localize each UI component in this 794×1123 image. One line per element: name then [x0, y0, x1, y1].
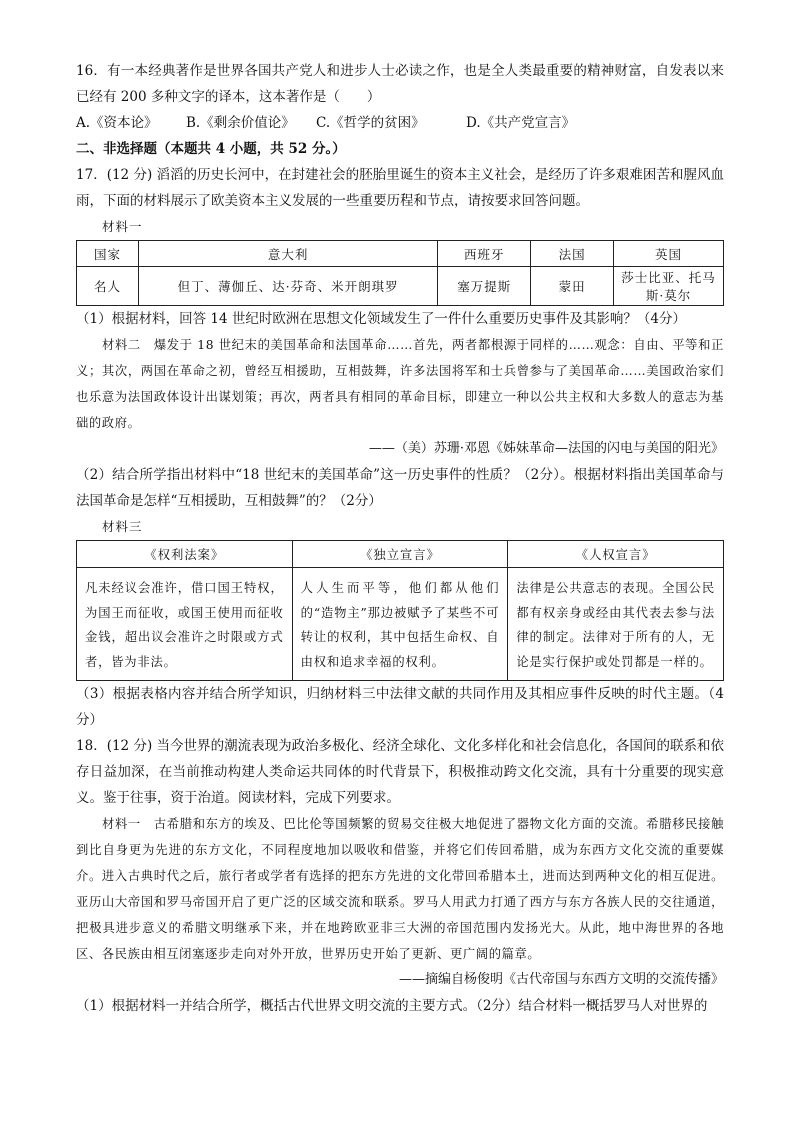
table-cell: 法律是公共意志的表现。全国公民都有权亲身或经由其代表去参与法律的制定。法律对于所有的人，无论是实行保护或处罚都是一样的。	[508, 568, 724, 681]
question-18-sub-1: （1）根据材料一并结合所学，概括古代世界文明交流的主要方式。（2分）结合材料一概括罗马人对世界的	[76, 998, 708, 1014]
documents-table	[76, 540, 724, 681]
material-3-label: 材料三	[102, 519, 143, 534]
table-cell: 名人	[77, 267, 139, 306]
option-b: B.《剩余价值论》	[186, 115, 295, 131]
question-18-intro: 18．(12 分) 当今世界的潮流表现为政治多极化、经济全球化、文化多样化和社会信息化，各国间的联系和依存日益加深，在当前推动构建人类命运共同体的时代背景下，积极推动跨文化交流，具有十分重要的现实意义。鉴于往事，资于治道。阅读材料，完成下列要求。	[76, 738, 724, 806]
table-row	[77, 568, 724, 681]
exam-page	[76, 58, 724, 1019]
table-header-row	[77, 241, 724, 267]
material-1: 材料一 古希腊和东方的埃及、巴比伦等国频繁的贸易交往极大地促进了器物文化方面的交流。希腊移民接触到比自身更为先进的东方文化，不同程度地加以吸收和借鉴，并将它们传回希腊，成为东西方文化交流的重要媒介。进入古典时代之后，旅行者或学者有选择的把东方先进的文化带回希腊本土，进而达到两种文化的相互促进。亚历山大帝国和罗马帝国开启了更广泛的区域交流和联系。罗马人用武力打通了西方与东方各族人民的交往通道，把极具进步意义的希腊文明继承下来，并在地跨欧亚非三大洲的帝国范围内发扬光大。从此，地中海世界的各地区、各民族由相互闭塞逐步走向对外开放，世界历史开始了更新、更广阔的篇章。	[76, 817, 724, 961]
table-cell: 《权利法案》	[77, 541, 293, 568]
question-16-options	[76, 110, 724, 136]
table-cell: 凡未经议会准许，借口国王特权，为国王而征收，或国王使用而征收金钱，超出议会准许之时限或方式者，皆为非法。	[77, 568, 293, 681]
table-cell: 蒙田	[531, 267, 614, 306]
question-17-sub-1: （1）根据材料，回答 14 世纪时欧洲在思想文化领域发生了一件什么重要历史事件及其影响？（4分）	[76, 311, 686, 327]
table-cell: 法国	[531, 241, 614, 267]
table-header-row	[77, 541, 724, 568]
table-cell: 人人生而平等，他们都从他们的“造物主”那边被赋予了某些不可转让的权利，其中包括生命权、自由权和追求幸福的权利。	[292, 568, 508, 681]
option-c: C.《哲学的贫困》	[316, 115, 425, 131]
table-cell: 英国	[614, 241, 724, 267]
table-cell: 《人权宣言》	[508, 541, 724, 568]
option-a: A.《资本论》	[76, 115, 158, 131]
material-1-label: 材料一	[102, 219, 143, 234]
material-2: 材料二 爆发于 18 世纪末的美国革命和法国革命……首先，两者都根源于同样的……观念：自由、平等和正义；其次，两国在革命之初，曾经互相援助，互相鼓舞，许多法国将军和士兵曾参与了美国革命……美国政治家们也乐意为法国政体设计出谋划策；再次，两者具有相同的革命目标，即建立一种以公共主权和大多数人的意志为基础的政府。	[76, 338, 724, 430]
table-row	[77, 267, 724, 306]
table-cell: 但丁、薄伽丘、达·芬奇、米开朗琪罗	[138, 267, 437, 306]
table-cell: 国家	[77, 241, 139, 267]
table-cell: 西班牙	[438, 241, 531, 267]
question-17-sub-2: （2）结合所学指出材料中“18 世纪末的美国革命”这一历史事件的性质？（2分）。根据材料指出美国革命与法国革命是怎样“互相援助，互相鼓舞”的？（2分）	[76, 467, 724, 509]
material-2-source: ——（美）苏珊·邓恩《姊妹革命—法国的闪电与美国的阳光》	[368, 441, 724, 456]
option-d: D.《共产党宣言》	[466, 115, 576, 131]
section-heading: 二、非选择题（本题共 4 小题，共 52 分。）	[76, 141, 346, 157]
table-cell: 莎士比亚、托马斯·莫尔	[614, 267, 724, 306]
material-1-source: ——摘编自杨俊明《古代帝国与东西方文明的交流传播》	[398, 972, 724, 987]
figures-table	[76, 240, 724, 306]
table-cell: 塞万提斯	[438, 267, 531, 306]
question-16: 16．有一本经典著作是世界各国共产党人和进步人士必读之作，也是全人类最重要的精神财富，自发表以来已经有 200 多种文字的译本，这本著作是（ ）	[76, 63, 724, 105]
table-cell: 意大利	[138, 241, 437, 267]
question-17-sub-3: （3）根据表格内容并结合所学知识，归纳材料三中法律文献的共同作用及其相应事件反映的时代主题。（4分）	[76, 686, 724, 728]
question-17-intro: 17．(12 分) 滔滔的历史长河中，在封建社会的胚胎里诞生的资本主义社会，是经历了许多艰难困苦和腥风血雨，下面的材料展示了欧美资本主义发展的一些重要历程和节点，请按要求回答问题。	[76, 167, 724, 209]
table-cell: 《独立宣言》	[292, 541, 508, 568]
